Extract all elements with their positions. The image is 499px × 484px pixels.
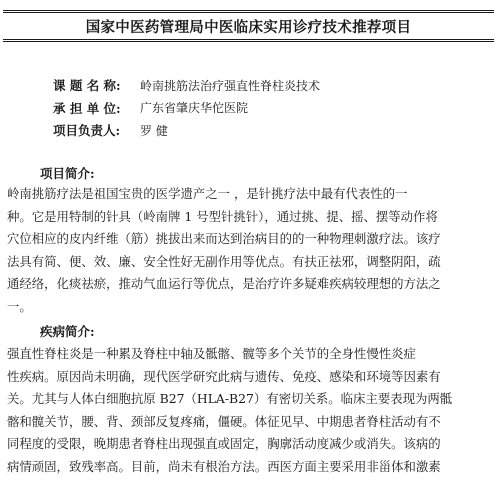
paragraph-line: 穴位相应的皮内纤维（筋）挑拔出来而达到治病目的的一种物理刺激疗法。该疗: [7, 231, 441, 246]
project-leader-value: 罗 健: [140, 123, 168, 138]
paragraph-line: 病情顽固，致残率高。目前，尚未有根治方法。西医方面主要采用非甾体和激素: [7, 458, 441, 474]
intro-paragraph: [7, 183, 492, 318]
paragraph-line: 种。它是用特制的针具（岭南牌 1 号型针挑针），通过挑、提、摇、摆等动作将: [7, 208, 438, 224]
project-name-value: 岭南挑筋法治疗强直性脊柱炎技术: [140, 78, 321, 93]
project-unit-label: 承 担 单 位:: [53, 100, 121, 116]
paragraph-line: 一。: [7, 298, 32, 314]
project-unit-row: [53, 97, 320, 120]
paragraph-line: 同程度的受限，晚期患者脊柱出现强直或固定，胸廓活动度减少或消失。该病的: [7, 436, 441, 451]
document-title: 国家中医药管理局中医临床实用诊疗技术推荐项目: [85, 19, 412, 36]
header-banner: [3, 10, 494, 42]
project-name-row: [53, 74, 320, 97]
project-unit-value: 广东省肇庆华佗医院: [140, 101, 249, 116]
paragraph-line: 髂和髋关节，腰、背、颈部反复疼痛，僵硬。体征见早、中期患者脊柱活动有不: [7, 413, 441, 429]
disease-heading: 疾病简介:: [40, 324, 95, 339]
project-leader-row: [53, 119, 320, 142]
intro-heading: 项目简介:: [40, 166, 95, 181]
paragraph-line: 岭南挑筋疗法是祖国宝贵的医学遗产之一 ，是针挑疗法中最有代表性的一: [7, 186, 408, 201]
project-name-label: 课 题 名 称:: [53, 78, 121, 94]
paragraph-line: 关。尤其与人体白细胞抗原 B27（HLA-B27）有密切关系。临床主要表现为两骶: [7, 391, 453, 406]
paragraph-line: 强直性脊柱炎是一种累及脊柱中轴及骶髂、髋等多个关节的全身性慢性炎症: [7, 346, 416, 361]
disease-paragraph: [7, 343, 492, 478]
paragraph-line: 通经络，化痰祛瘀，推动气血运行等优点，是治疗许多疑难疾病较理想的方法之: [7, 276, 441, 291]
project-leader-label: 项目负责人:: [53, 123, 121, 139]
paragraph-line: 性疾病。原因尚未明确，现代医学研究此病与遗传、免疫、感染和环境等因素有: [7, 368, 441, 384]
paragraph-line: 法具有简、便、效、廉、安全性好无副作用等优点。有扶正祛邪，调整阴阳，疏: [7, 253, 441, 269]
project-info: [53, 74, 320, 142]
